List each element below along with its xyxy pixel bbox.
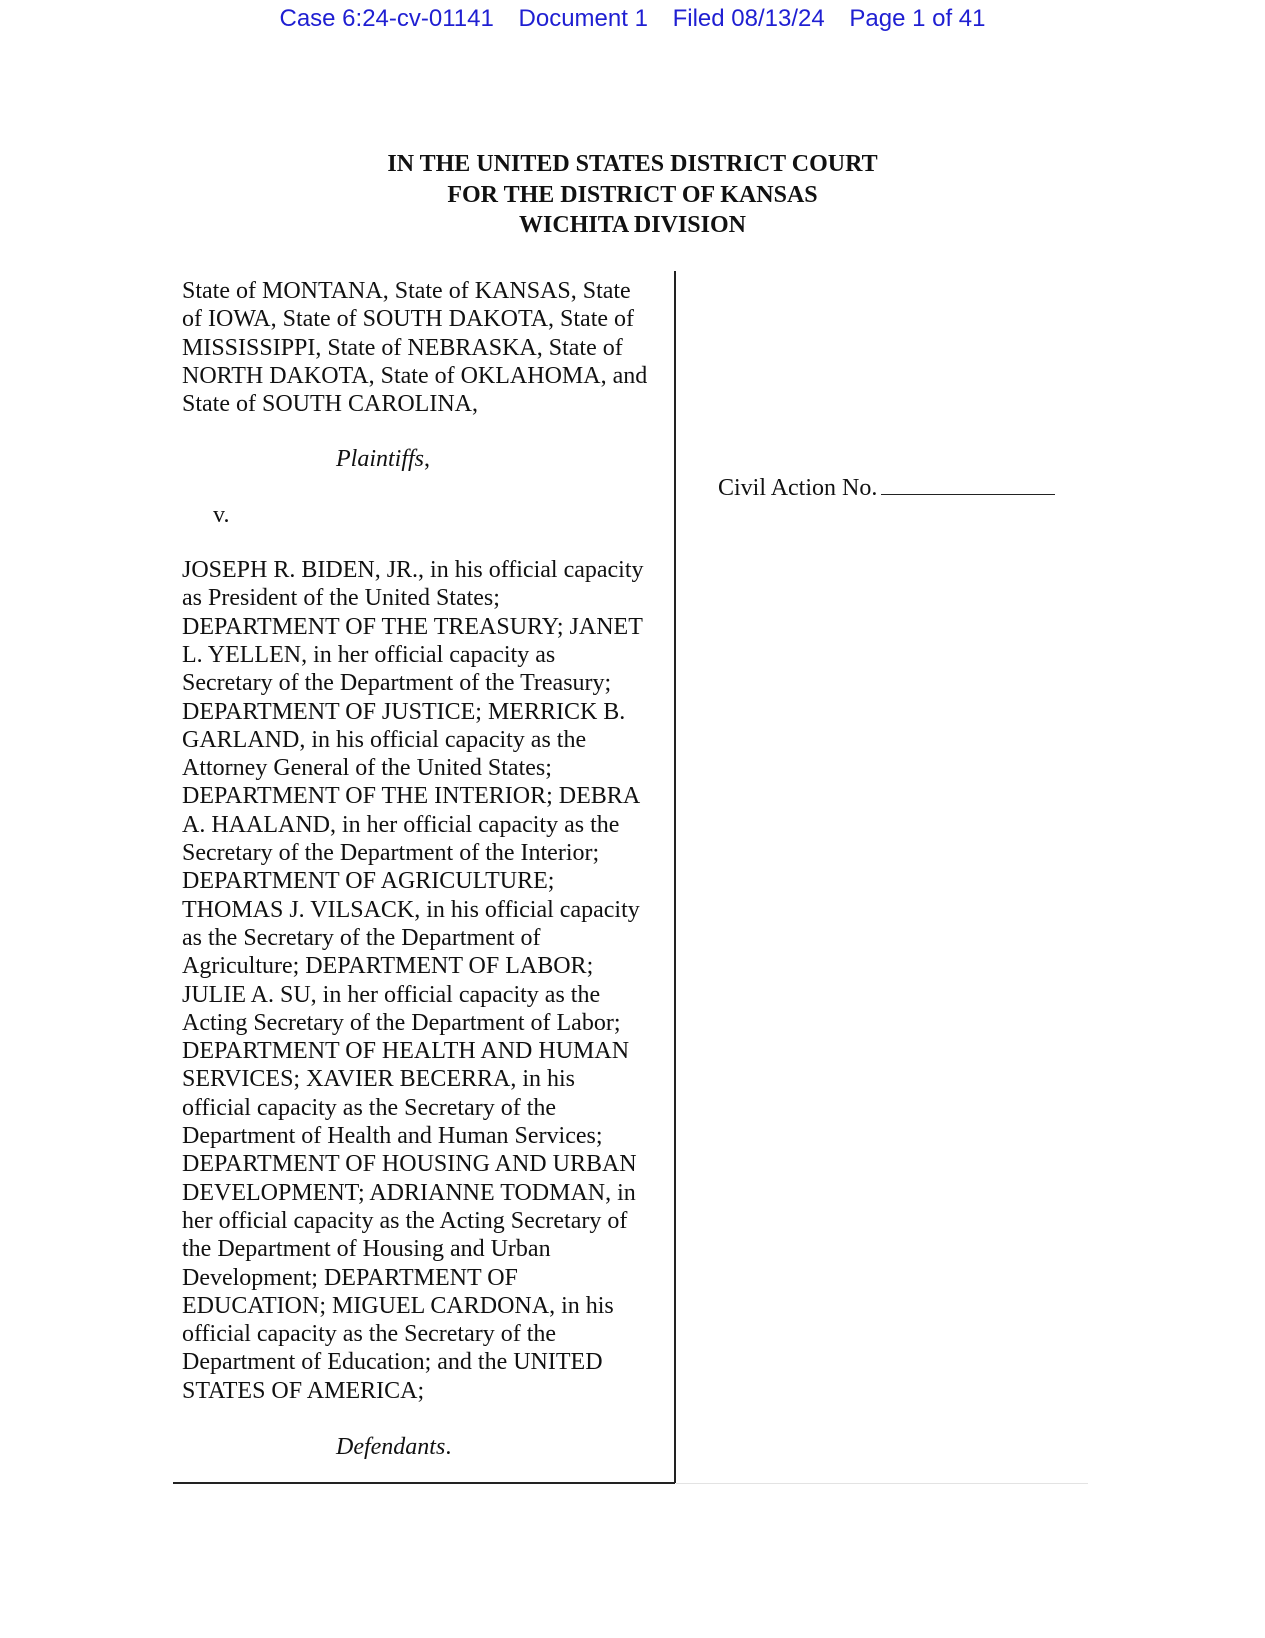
civil-action-label: Civil Action No.	[718, 475, 878, 501]
defendant-line: Development; DEPARTMENT OF	[182, 1264, 518, 1291]
defendant-line: STATES OF AMERICA;	[182, 1377, 425, 1404]
caption-divider-bottom	[173, 1482, 675, 1484]
defendant-line: Department of Health and Human Services;	[182, 1123, 603, 1150]
defendant-line: JULIE A. SU, in her official capacity as the	[182, 981, 601, 1008]
defendant-line: DEPARTMENT OF THE INTERIOR; DEBRA	[182, 783, 641, 810]
plaintiff-line: of IOWA, State of SOUTH DAKOTA, State of	[182, 306, 635, 333]
civil-action-number	[718, 472, 1055, 502]
plaintiffs-label-text: Plaintiffs	[336, 446, 425, 473]
defendant-line: DEPARTMENT OF JUSTICE; MERRICK B.	[182, 698, 626, 725]
ecf-filing-header	[0, 3, 1265, 35]
court-heading	[0, 149, 1265, 241]
case-caption-parties	[182, 277, 672, 1461]
defendant-line: as President of the United States;	[182, 585, 500, 612]
plaintiffs-label	[182, 445, 672, 473]
defendant-line: official capacity as the Secretary of the	[182, 1321, 557, 1348]
defendant-line: JOSEPH R. BIDEN, JR., in his official capacity	[182, 557, 644, 584]
defendant-line: Agriculture; DEPARTMENT OF LABOR;	[182, 953, 594, 980]
defendant-line: Attorney General of the United States;	[182, 755, 552, 782]
defendants-label-punct: .	[445, 1433, 452, 1460]
defendant-line: L. YELLEN, in her official capacity as	[182, 641, 556, 668]
caption-divider-bottom-faint	[676, 1483, 1088, 1484]
defendant-line: Secretary of the Department of the Interior;	[182, 840, 600, 867]
defendant-line: EDUCATION; MIGUEL CARDONA, in his	[182, 1292, 614, 1319]
court-heading-line-2: FOR THE DISTRICT OF KANSAS	[447, 181, 818, 208]
defendant-line: SERVICES; XAVIER BECERRA, in his	[182, 1066, 576, 1093]
plaintiff-line: MISSISSIPPI, State of NEBRASKA, State of	[182, 334, 623, 361]
defendant-line: her official capacity as the Acting Secretary of	[182, 1207, 628, 1234]
defendant-line: DEPARTMENT OF THE TREASURY; JANET	[182, 613, 643, 640]
civil-action-blank-line	[881, 472, 1055, 495]
defendants-block	[182, 556, 672, 1405]
defendants-label-text: Defendants	[336, 1433, 446, 1460]
defendant-line: Secretary of the Department of the Treasury;	[182, 670, 612, 697]
plaintiffs-block	[182, 277, 672, 418]
defendant-line: Acting Secretary of the Department of Labor;	[182, 1009, 621, 1036]
plaintiffs-label-punct: ,	[424, 446, 431, 473]
caption-divider-vertical	[674, 271, 676, 1483]
ecf-filed-date: Filed 08/13/24	[672, 5, 825, 32]
versus-label: v.	[213, 501, 230, 528]
defendant-line: A. HAALAND, in her official capacity as the	[182, 811, 620, 838]
defendant-line: GARLAND, in his official capacity as the	[182, 726, 587, 753]
court-heading-line-1: IN THE UNITED STATES DISTRICT COURT	[387, 151, 878, 177]
defendant-line: Department of Education; and the UNITED	[182, 1349, 603, 1376]
court-heading-line-3: WICHITA DIVISION	[519, 212, 746, 238]
defendants-label	[182, 1433, 672, 1461]
defendant-line: DEPARTMENT OF AGRICULTURE;	[182, 868, 555, 895]
ecf-page-count: Page 1 of 41	[849, 5, 986, 32]
defendant-line: the Department of Housing and Urban	[182, 1236, 551, 1263]
ecf-case-number: Case 6:24-cv-01141	[279, 5, 494, 32]
defendant-line: as the Secretary of the Department of	[182, 924, 541, 951]
plaintiff-line: State of MONTANA, State of KANSAS, State	[182, 278, 631, 304]
defendant-line: DEPARTMENT OF HOUSING AND URBAN	[182, 1151, 637, 1178]
plaintiff-line: State of SOUTH CAROLINA,	[182, 391, 478, 418]
ecf-document-number: Document 1	[518, 5, 648, 32]
plaintiff-line: NORTH DAKOTA, State of OKLAHOMA, and	[182, 362, 648, 389]
defendant-line: THOMAS J. VILSACK, in his official capacity	[182, 896, 640, 923]
defendant-line: official capacity as the Secretary of the	[182, 1094, 557, 1121]
defendant-line: DEPARTMENT OF HEALTH AND HUMAN	[182, 1038, 630, 1065]
defendant-line: DEVELOPMENT; ADRIANNE TODMAN, in	[182, 1179, 636, 1206]
